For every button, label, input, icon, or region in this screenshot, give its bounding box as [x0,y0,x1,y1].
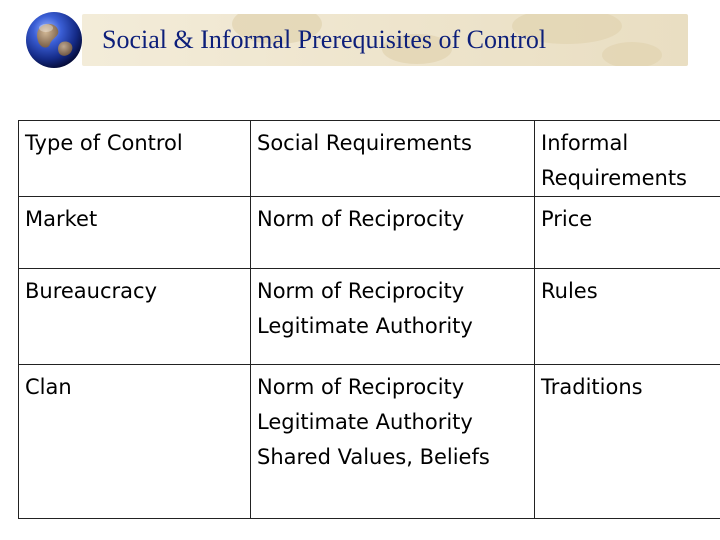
cell-social [251,197,535,269]
table-header-row [19,121,720,197]
table-row [19,365,720,519]
cell-informal: Traditions [535,365,720,519]
social-requirement: Norm of Reciprocity [257,279,465,303]
cell-type: Bureaucracy [19,269,251,365]
control-table-container [18,120,702,519]
cell-informal: Rules [535,269,720,365]
cell-type: Market [19,197,251,269]
social-requirement: Shared Values, Beliefs [257,445,490,469]
table-row [19,269,720,365]
cell-social [251,365,535,519]
social-requirement: Norm of Reciprocity [257,207,465,231]
globe-icon [22,8,86,72]
table-row [19,197,720,269]
cell-type: Clan [19,365,251,519]
cell-informal: Price [535,197,720,269]
header-type-of-control: Type of Control [19,121,251,197]
header-informal-requirements: Informal Requirements [535,121,720,197]
social-requirement: Legitimate Authority [257,314,473,338]
control-table [18,120,720,519]
title-banner [82,14,688,66]
header-social-requirements: Social Requirements [251,121,535,197]
social-requirement: Norm of Reciprocity [257,375,465,399]
social-requirement: Legitimate Authority [257,410,473,434]
page-title: Social & Informal Prerequisites of Control [102,25,547,54]
cell-social [251,269,535,365]
